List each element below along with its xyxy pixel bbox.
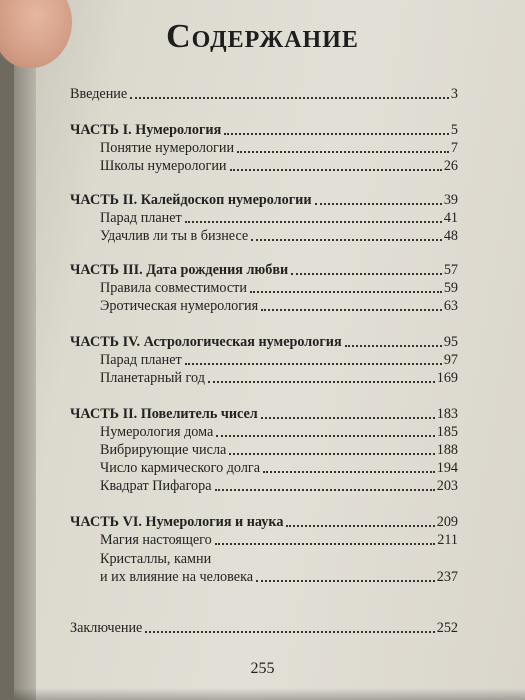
leader-dots (208, 381, 435, 383)
toc-entry-conclusion (70, 620, 458, 637)
toc-entry-page: 41 (443, 210, 458, 226)
leader-dots (216, 435, 434, 437)
leader-dots (345, 345, 442, 347)
leader-dots (230, 169, 442, 171)
toc-entry-page: 194 (436, 460, 458, 476)
toc-entry-label: Квадрат Пифагора (100, 478, 212, 494)
leader-dots (263, 471, 435, 473)
toc-entry (70, 210, 458, 227)
toc-entry-page: 252 (436, 620, 458, 636)
toc-entry (70, 158, 458, 175)
toc-part-5 (70, 406, 458, 423)
leader-dots (261, 417, 435, 419)
leader-dots (185, 363, 442, 365)
leader-dots (130, 97, 449, 99)
toc-entry-page: 97 (443, 352, 458, 368)
toc-entry-page: 211 (437, 532, 458, 548)
toc-entry-page: 203 (436, 478, 458, 494)
leader-dots (315, 203, 442, 205)
toc-entry-page: 209 (436, 514, 458, 530)
toc-entry-label: Число кармического долга (100, 460, 261, 476)
toc-entry-page: 7 (450, 140, 458, 156)
toc-entry-page: 5 (450, 122, 458, 138)
toc-entry-label: Введение (70, 86, 128, 102)
toc-entry-page: 237 (436, 569, 458, 585)
toc-entry-page: 185 (436, 424, 458, 440)
toc-entry (70, 532, 458, 549)
leader-dots (256, 580, 435, 582)
toc-entry-label: Магия настоящего (100, 532, 212, 548)
toc-entry-label: Заключение (70, 620, 143, 636)
toc-entry-multiline (70, 550, 458, 586)
page-title: Содержание (166, 18, 359, 55)
toc-entry-page: 48 (443, 228, 458, 244)
toc-entry-introduction (70, 86, 458, 103)
leader-dots (250, 291, 442, 293)
toc-entry-label: ЧАСТЬ II. Калейдоскоп нумерологии (70, 192, 312, 208)
toc-entry-label: Вибрирующие числа (100, 442, 227, 458)
toc-part-1 (70, 122, 458, 139)
toc-part-6 (70, 514, 458, 531)
leader-dots (251, 239, 442, 241)
toc-part-4 (70, 334, 458, 351)
page-number: 255 (250, 660, 275, 677)
leader-dots (291, 273, 442, 275)
toc-entry-page: 26 (443, 158, 458, 174)
toc-entry-label: ЧАСТЬ II. Повелитель чисел (70, 406, 258, 422)
toc-entry (70, 280, 458, 297)
page-gutter (14, 0, 36, 700)
toc-entry-label: Школы нумерологии (100, 158, 227, 174)
leader-dots (261, 309, 442, 311)
toc-part-3 (70, 262, 458, 279)
toc-entry-page: 95 (443, 334, 458, 350)
leader-dots (224, 133, 449, 135)
toc-entry-label: ЧАСТЬ IV. Астрологическая нумерология (70, 334, 342, 350)
toc-entry-label: Правила совместимости (100, 280, 247, 296)
toc-entry-page: 63 (443, 298, 458, 314)
toc-entry (70, 140, 458, 157)
toc-entry (70, 478, 458, 495)
toc-entry-label-line1: Кристаллы, камни (100, 551, 212, 567)
leader-dots (215, 489, 435, 491)
toc-entry-label: Понятие нумерологии (100, 140, 235, 156)
toc-entry-label (100, 550, 253, 586)
toc-entry-label: ЧАСТЬ III. Дата рождения любви (70, 262, 289, 278)
toc-entry-page: 188 (436, 442, 458, 458)
leader-dots (229, 453, 434, 455)
toc-entry-page: 59 (443, 280, 458, 296)
toc-entry (70, 424, 458, 441)
toc-entry (70, 228, 458, 245)
toc-entry-page: 57 (443, 262, 458, 278)
toc-entry-label-line2: и их влияние на человека (100, 569, 254, 585)
toc-entry (70, 352, 458, 369)
toc-entry-label: Эротическая нумерология (100, 298, 259, 314)
leader-dots (215, 543, 436, 545)
leader-dots (145, 631, 434, 633)
toc-entry-label: Удачлив ли ты в бизнесе (100, 228, 249, 244)
toc-entry (70, 460, 458, 477)
toc-entry-label: Парад планет (100, 210, 182, 226)
toc-entry-page: 39 (443, 192, 458, 208)
toc-entry (70, 442, 458, 459)
toc-entry-label: Планетарный год (100, 370, 205, 386)
toc-entry-label: ЧАСТЬ VI. Нумерология и наука (70, 514, 284, 530)
toc-part-2 (70, 192, 458, 209)
leader-dots (286, 525, 434, 527)
leader-dots (237, 151, 449, 153)
bottom-shadow (14, 688, 525, 700)
toc-entry-page: 169 (436, 370, 458, 386)
leader-dots (185, 221, 442, 223)
toc-entry-page: 183 (436, 406, 458, 422)
toc-entry-page: 3 (450, 86, 458, 102)
toc-entry (70, 370, 458, 387)
toc-entry-label: Парад планет (100, 352, 182, 368)
toc-entry-label: Нумерология дома (100, 424, 214, 440)
toc-entry-label: ЧАСТЬ I. Нумерология (70, 122, 222, 138)
toc-entry (70, 298, 458, 315)
